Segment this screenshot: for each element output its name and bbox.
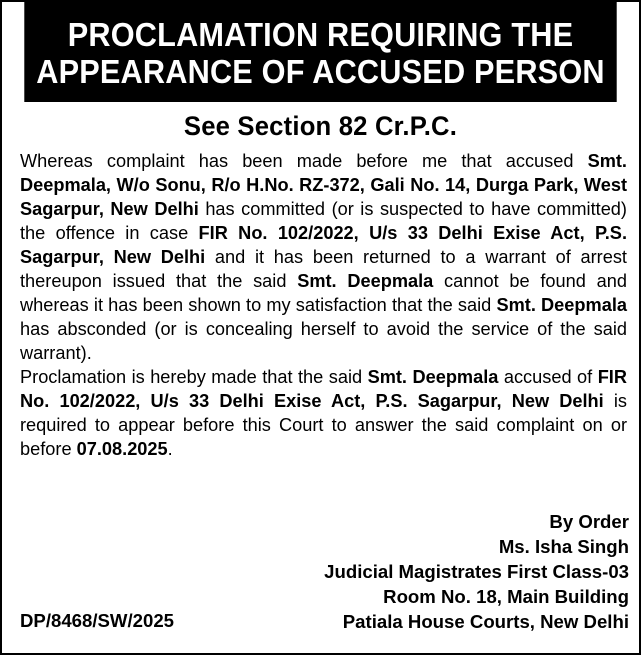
accused-name: Smt. Deepmala	[297, 271, 434, 291]
paragraph-complaint	[20, 149, 627, 365]
para2-text-2: accused of	[498, 367, 598, 387]
accused-name: Smt. Deepmala	[496, 295, 627, 315]
signature-room: Room No. 18, Main Building	[383, 586, 629, 607]
signature-block	[324, 509, 629, 634]
signature-by-order: By Order	[549, 511, 629, 532]
signature-designation: Judicial Magistrates First Class-03	[324, 561, 629, 582]
notice-heading	[24, 2, 616, 102]
signature-name: Ms. Isha Singh	[498, 536, 629, 557]
para1-text-3: and it has been returned to a warrant of arrest thereupon issued that the said	[20, 247, 627, 291]
case-details: FIR No. 102/2022, U/s 33 Delhi Exise Act, P.S. Sagarpur, New Delhi	[20, 367, 627, 411]
para2-text-1: Proclamation is hereby made that the said	[20, 367, 368, 387]
paragraph-proclamation	[20, 365, 627, 461]
notice-body	[2, 141, 639, 461]
para2-text-4: .	[167, 439, 173, 459]
heading-line-2: APPEARANCE OF ACCUSED PERSON	[36, 53, 605, 90]
reference-code: DP/8468/SW/2025	[20, 610, 175, 631]
heading-line-1: PROCLAMATION REQUIRING THE	[67, 16, 574, 53]
signature-court: Patiala House Courts, New Delhi	[342, 611, 629, 632]
accused-name: Smt. Deepmala	[367, 367, 499, 387]
para2-text-3: is required to appear before this Court to answer the said complaint on or before	[20, 391, 628, 459]
section-reference: See Section 82 Cr.P.C.	[183, 111, 458, 141]
appearance-date: 07.08.2025	[76, 439, 168, 459]
para1-text-4: cannot be found and whereas it has been shown to my satisfaction that the said	[20, 271, 627, 315]
para1-text-2: has committed (or is suspected to have committed) the offence in case	[20, 199, 627, 243]
case-details: FIR No. 102/2022, U/s 33 Delhi Exise Act, P.S. Sagarpur, New Delhi	[20, 223, 627, 267]
para1-text-1: Whereas complaint has been made before me that accused	[20, 151, 588, 171]
para1-text-5: has absconded (or is concealing herself to avoid the service of the said warrant).	[20, 319, 627, 363]
accused-details: Smt. Deepmala, W/o Sonu, R/o H.No. RZ-372, Gali No. 14, Durga Park, West Sagarpur, New Delhi	[20, 151, 627, 219]
